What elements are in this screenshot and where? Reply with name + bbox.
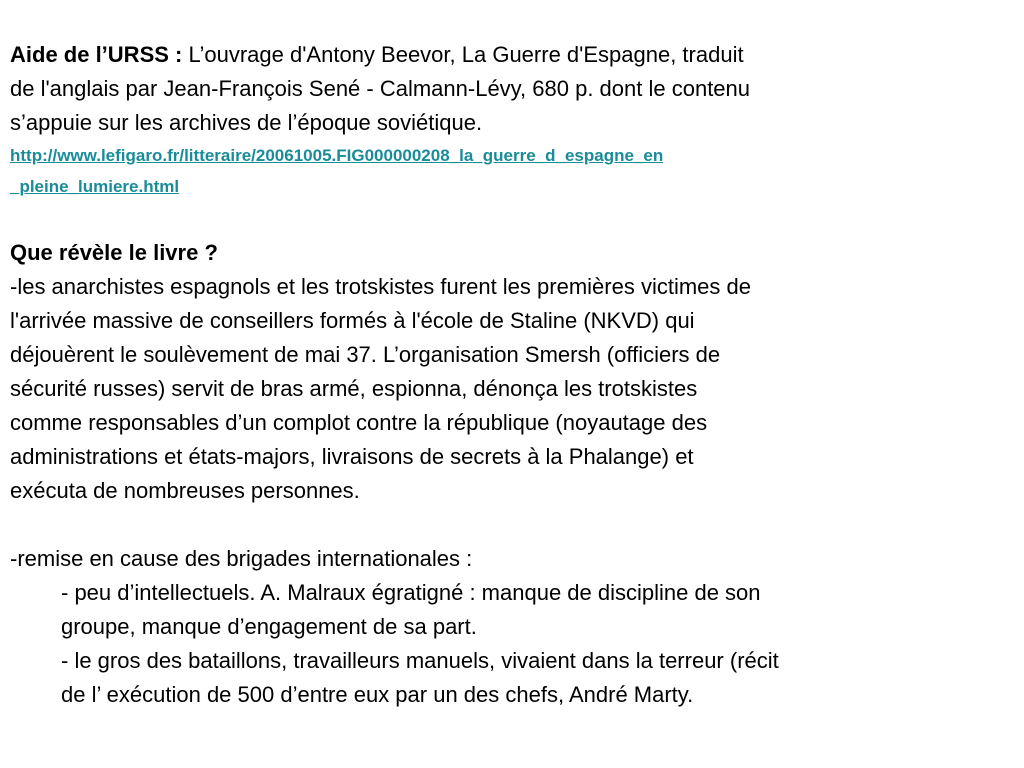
para1-line-4: sécurité russes) servit de bras armé, espionna, dénonça les trotskistes (10, 376, 698, 401)
para1-line-3: déjouèrent le soulèvement de mai 37. L’organisation Smersh (officiers de (10, 342, 721, 367)
para2-item-line-2: groupe, manque d’engagement de sa part. (61, 614, 477, 639)
intro-line-3: s’appuie sur les archives de l’époque soviétique. (10, 110, 483, 135)
para1-line-5: comme responsables d’un complot contre la république (noyautage des (10, 410, 708, 435)
intro-text: L’ouvrage d'Antony Beevor, La Guerre d'Espagne, traduit (182, 42, 744, 67)
source-link-line-1[interactable] (10, 140, 1014, 171)
para1-line-7: exécuta de nombreuses personnes. (10, 478, 360, 503)
blank-line (10, 508, 1014, 542)
source-link-line-2[interactable] (10, 171, 1014, 202)
para2-item-line-3: - le gros des bataillons, travailleurs manuels, vivaient dans la terreur (récit (61, 648, 779, 673)
para1-line-6: administrations et états-majors, livraisons de secrets à la Phalange) et (10, 444, 694, 469)
para1-line-1: -les anarchistes espagnols et les trotskistes furent les premières victimes de (10, 274, 751, 299)
para2-item-line-1: - peu d’intellectuels. A. Malraux égratigné : manque de discipline de son (61, 580, 761, 605)
para2-item-line-4: de l’ exécution de 500 d’entre eux par un des chefs, André Marty. (61, 682, 694, 707)
section-heading: Que révèle le livre ? (10, 240, 218, 265)
blank-line (10, 202, 1014, 236)
source-link-continued[interactable]: _pleine_lumiere.html (10, 177, 180, 196)
intro-bold-label: Aide de l’URSS : (10, 42, 183, 67)
slide-content (10, 38, 1014, 712)
source-link[interactable]: http://www.lefigaro.fr/litteraire/20061005.FIG000000208_la_guerre_d_espagne_en (10, 146, 664, 165)
intro-line-2: de l'anglais par Jean-François Sené - Calmann-Lévy, 680 p. dont le contenu (10, 76, 751, 101)
para2-heading: -remise en cause des brigades internationales : (10, 546, 473, 571)
intro-line-1 (10, 38, 1014, 72)
para1-line-2: l'arrivée massive de conseillers formés à l'école de Staline (NKVD) qui (10, 308, 695, 333)
